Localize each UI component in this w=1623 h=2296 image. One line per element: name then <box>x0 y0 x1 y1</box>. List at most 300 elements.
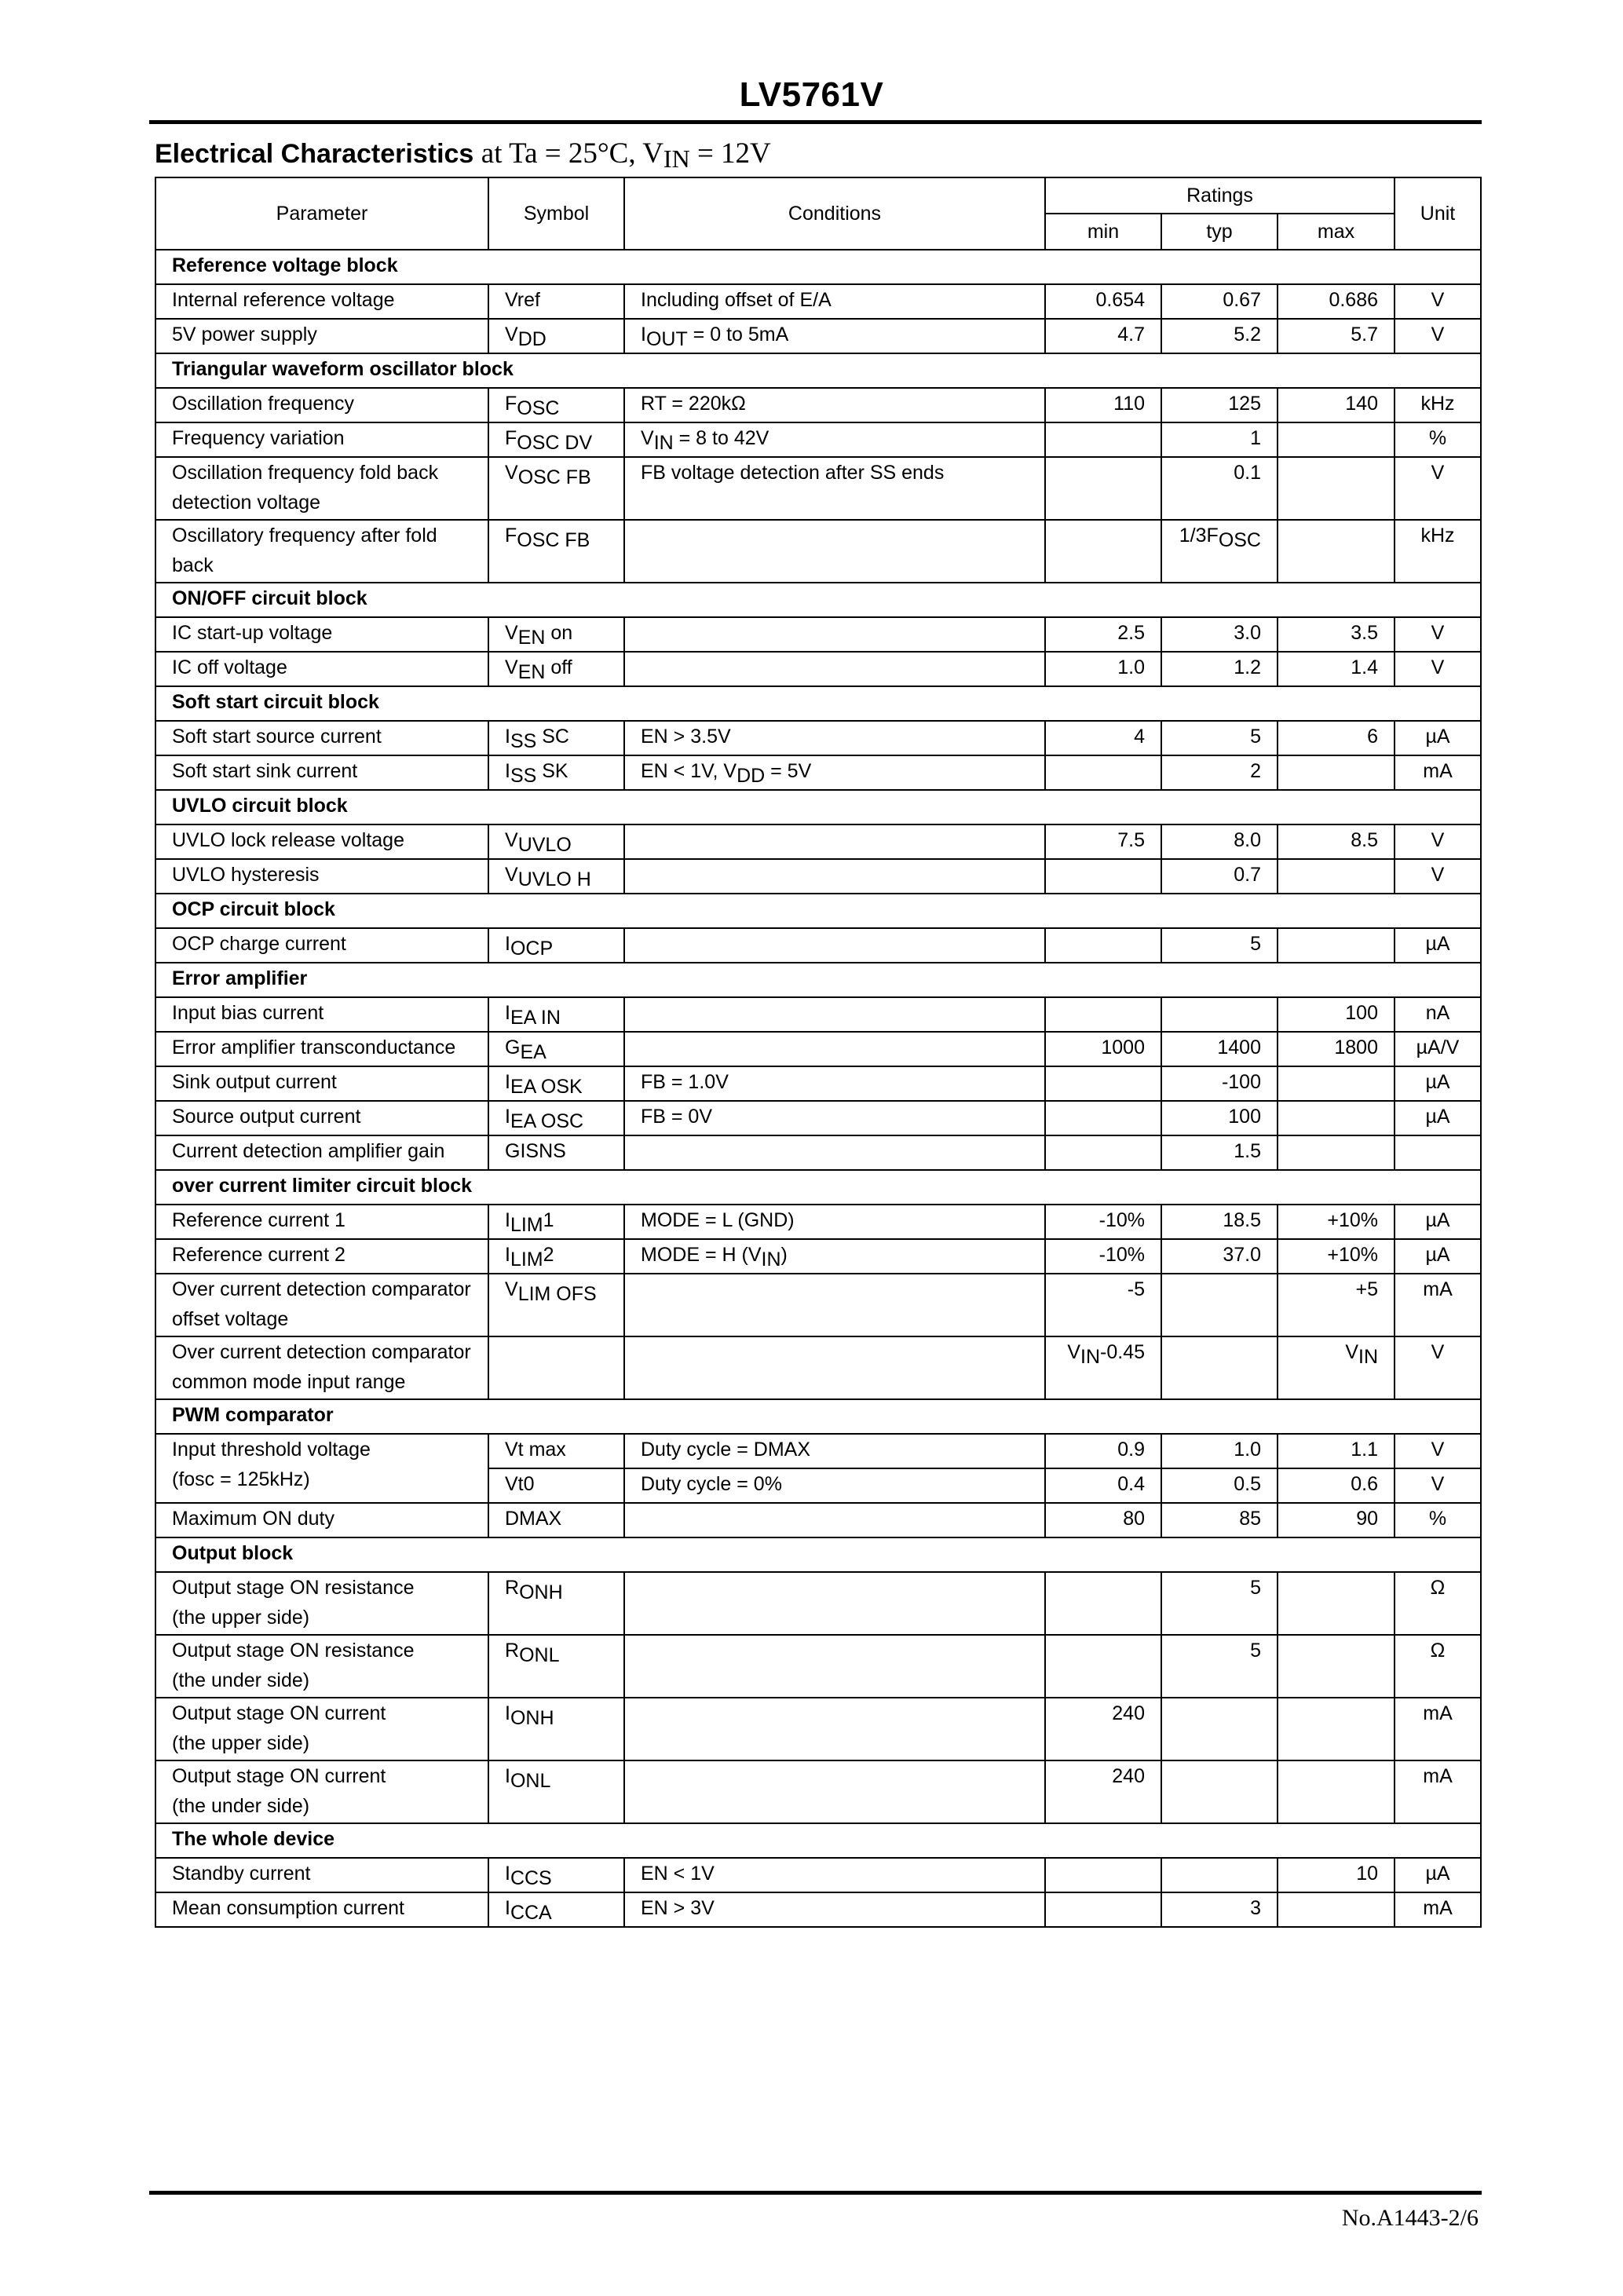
symbol-cell <box>488 1572 624 1635</box>
unit-cell: % <box>1395 1503 1481 1537</box>
symbol-cell <box>488 520 624 583</box>
cond-text: EN > 3.5V <box>641 726 731 748</box>
min-cell <box>1045 1503 1161 1537</box>
typ-cell <box>1161 1274 1278 1336</box>
typ-value: 1 <box>1250 427 1261 449</box>
max-value: +5 <box>1355 1278 1378 1300</box>
block-title: Triangular waveform oscillator block <box>155 353 1481 388</box>
symbol-main: I <box>505 1106 510 1128</box>
unit-cell: mA <box>1395 1274 1481 1336</box>
max-cell <box>1278 652 1395 686</box>
typ-cell <box>1161 1858 1278 1892</box>
unit-cell: µA <box>1395 721 1481 755</box>
min-value: -10% <box>1098 1209 1145 1231</box>
block-title: Soft start circuit block <box>155 686 1481 721</box>
conditions-cell <box>624 457 1045 520</box>
symbol-sub: LIM <box>510 1214 543 1236</box>
param-cell <box>155 1336 488 1399</box>
symbol-cell <box>488 1101 624 1135</box>
conditions-cell <box>624 1434 1045 1468</box>
max-value: 10 <box>1356 1863 1378 1885</box>
typ-cell <box>1161 520 1278 583</box>
symbol-cell <box>488 1635 624 1698</box>
param-line: OCP charge current <box>172 933 346 955</box>
max-cell <box>1278 457 1395 520</box>
typ-cell <box>1161 1239 1278 1274</box>
conditions-cell <box>624 1101 1045 1135</box>
max-value: V <box>1345 1341 1358 1363</box>
cond-text: = 0 to 5mA <box>687 324 789 345</box>
cond-text: I <box>641 324 646 345</box>
symbol-cell <box>488 1135 624 1170</box>
typ-value: 0.1 <box>1234 462 1261 484</box>
symbol-cell <box>488 1503 624 1537</box>
table-row <box>155 997 1481 1032</box>
min-cell <box>1045 1892 1161 1927</box>
symbol-sub: EN <box>517 627 546 649</box>
symbol-sub: CCA <box>510 1902 552 1924</box>
cond-text: = 5V <box>765 760 812 782</box>
param-cell <box>155 1760 488 1823</box>
param-line: (the under side) <box>172 1795 310 1817</box>
conditions-cell <box>624 1032 1045 1066</box>
max-value: 8.5 <box>1351 829 1378 851</box>
block-row <box>155 353 1481 388</box>
param-cell <box>155 1274 488 1336</box>
cond-text: = 8 to 42V <box>673 427 769 449</box>
param-cell <box>155 755 488 790</box>
max-cell <box>1278 422 1395 457</box>
typ-value: 5 <box>1250 1577 1261 1599</box>
typ-cell <box>1161 284 1278 319</box>
symbol-sub: OSC <box>517 397 560 419</box>
symbol-cell <box>488 1205 624 1239</box>
typ-cell <box>1161 721 1278 755</box>
symbol-main: I <box>505 1702 510 1724</box>
min-value: 4.7 <box>1117 324 1145 345</box>
conditions-cell <box>624 859 1045 894</box>
conditions-cell <box>624 1698 1045 1760</box>
table-row <box>155 1572 1481 1635</box>
symbol-main: I <box>505 1209 510 1231</box>
conditions-cell <box>624 721 1045 755</box>
unit-cell: µA <box>1395 1858 1481 1892</box>
conditions-cell <box>624 422 1045 457</box>
symbol-sub: OSC FB <box>517 529 590 551</box>
min-cell <box>1045 1032 1161 1066</box>
min-cell <box>1045 859 1161 894</box>
symbol-main: I <box>505 1897 510 1919</box>
typ-value: 37.0 <box>1223 1244 1261 1266</box>
max-value: 6 <box>1367 726 1378 748</box>
table-row <box>155 1135 1481 1170</box>
max-value: 0.6 <box>1351 1473 1378 1495</box>
unit-cell: V <box>1395 859 1481 894</box>
param-line: Output stage ON resistance <box>172 1640 415 1662</box>
max-cell <box>1278 520 1395 583</box>
param-cell <box>155 652 488 686</box>
min-value: 110 <box>1113 393 1145 415</box>
typ-cell <box>1161 928 1278 963</box>
param-cell <box>155 1239 488 1274</box>
header-parameter: Parameter <box>155 177 488 250</box>
min-cell <box>1045 388 1161 422</box>
symbol-main: R <box>505 1640 520 1662</box>
param-cell <box>155 1892 488 1927</box>
symbol-main: V <box>505 462 518 484</box>
block-row <box>155 686 1481 721</box>
symbol-main: F <box>505 427 517 449</box>
symbol-sub: ONH <box>510 1707 554 1729</box>
conditions-cell <box>624 928 1045 963</box>
conditions-cell <box>624 1468 1045 1503</box>
symbol-cell <box>488 319 624 353</box>
symbol-cell <box>488 284 624 319</box>
typ-cell <box>1161 1066 1278 1101</box>
symbol-cell <box>488 652 624 686</box>
param-line: (the upper side) <box>172 1732 310 1754</box>
param-line: Output stage ON resistance <box>172 1577 415 1599</box>
max-value: 5.7 <box>1351 324 1378 345</box>
doc-number: No.A1443-2/6 <box>1341 2205 1479 2231</box>
param-cell <box>155 388 488 422</box>
conditions-cell <box>624 824 1045 859</box>
table-row <box>155 824 1481 859</box>
param-cell <box>155 1205 488 1239</box>
typ-cell <box>1161 1434 1278 1468</box>
conditions-cell <box>624 319 1045 353</box>
unit-cell: µA <box>1395 1205 1481 1239</box>
typ-value: -100 <box>1221 1071 1261 1093</box>
block-row <box>155 790 1481 824</box>
param-cell <box>155 457 488 520</box>
typ-value: 3 <box>1250 1897 1261 1919</box>
max-value: 140 <box>1345 393 1378 415</box>
unit-cell: kHz <box>1395 388 1481 422</box>
param-line: Mean consumption current <box>172 1897 404 1919</box>
param-line: offset voltage <box>172 1308 289 1330</box>
header-conditions: Conditions <box>624 177 1045 250</box>
param-line: Soft start sink current <box>172 760 358 782</box>
cond-sub: IN <box>761 1249 781 1270</box>
unit-cell: V <box>1395 617 1481 652</box>
symbol-main: V <box>505 1278 518 1300</box>
min-cell <box>1045 1572 1161 1635</box>
table-row <box>155 1434 1481 1468</box>
header-ratings: Ratings <box>1045 177 1395 214</box>
cond-text: FB voltage detection after SS ends <box>641 462 945 484</box>
param-line: Output stage ON current <box>172 1702 386 1724</box>
unit-cell: V <box>1395 284 1481 319</box>
header-max: max <box>1278 214 1395 250</box>
param-line: Over current detection comparator <box>172 1341 471 1363</box>
typ-value: 1.5 <box>1234 1140 1261 1162</box>
param-cell <box>155 721 488 755</box>
min-cell <box>1045 1101 1161 1135</box>
symbol-post: 2 <box>543 1244 554 1266</box>
conditions-cell <box>624 1858 1045 1892</box>
typ-cell <box>1161 388 1278 422</box>
max-cell <box>1278 1032 1395 1066</box>
conditions-cell <box>624 1336 1045 1399</box>
param-cell <box>155 1434 488 1503</box>
typ-cell <box>1161 1503 1278 1537</box>
symbol-cell <box>488 928 624 963</box>
symbol-main: V <box>505 622 518 644</box>
section-title <box>155 137 771 173</box>
section-title-bold: Electrical Characteristics <box>155 139 474 169</box>
max-cell <box>1278 617 1395 652</box>
symbol-main: I <box>505 760 510 782</box>
min-cell <box>1045 1205 1161 1239</box>
typ-cell <box>1161 1760 1278 1823</box>
symbol-post: SK <box>536 760 568 782</box>
param-line: IC start-up voltage <box>172 622 333 644</box>
param-line: Output stage ON current <box>172 1765 386 1787</box>
block-title: Output block <box>155 1537 1481 1572</box>
symbol-sub: EA IN <box>510 1007 561 1029</box>
max-cell <box>1278 1572 1395 1635</box>
block-title: PWM comparator <box>155 1399 1481 1434</box>
table-row <box>155 1858 1481 1892</box>
table-row <box>155 1635 1481 1698</box>
typ-cell <box>1161 457 1278 520</box>
max-cell <box>1278 1239 1395 1274</box>
table-row <box>155 721 1481 755</box>
cond-text: Duty cycle = DMAX <box>641 1439 811 1461</box>
param-cell <box>155 284 488 319</box>
min-cell <box>1045 1698 1161 1760</box>
table-row <box>155 859 1481 894</box>
table-row <box>155 319 1481 353</box>
min-value: -10% <box>1098 1244 1145 1266</box>
typ-value: 0.7 <box>1234 864 1261 886</box>
param-line: Reference current 2 <box>172 1244 345 1266</box>
unit-cell: mA <box>1395 1698 1481 1760</box>
conditions-cell <box>624 1635 1045 1698</box>
min-cell <box>1045 617 1161 652</box>
min-cell <box>1045 1066 1161 1101</box>
symbol-sub: LIM OFS <box>517 1283 597 1305</box>
param-line: (fosc = 125kHz) <box>172 1468 310 1490</box>
unit-cell: mA <box>1395 1760 1481 1823</box>
unit-cell: V <box>1395 1468 1481 1503</box>
block-title: OCP circuit block <box>155 894 1481 928</box>
min-value: 2.5 <box>1117 622 1145 644</box>
symbol-post: SC <box>536 726 569 748</box>
cond-text: Including offset of E/A <box>641 289 832 311</box>
typ-value: 1.2 <box>1234 656 1261 678</box>
typ-cell <box>1161 1032 1278 1066</box>
block-title: The whole device <box>155 1823 1481 1858</box>
param-line: Input threshold voltage <box>172 1439 371 1461</box>
param-line: (the upper side) <box>172 1607 310 1629</box>
max-cell <box>1278 1760 1395 1823</box>
header-typ: typ <box>1161 214 1278 250</box>
max-cell <box>1278 1135 1395 1170</box>
symbol-main: I <box>505 726 510 748</box>
min-cell <box>1045 928 1161 963</box>
max-cell <box>1278 928 1395 963</box>
cond-text: Duty cycle = 0% <box>641 1473 782 1495</box>
param-cell <box>155 319 488 353</box>
min-cell <box>1045 1434 1161 1468</box>
symbol-main: I <box>505 1863 510 1885</box>
unit-cell <box>1395 1135 1481 1170</box>
symbol-cell <box>488 1760 624 1823</box>
cond-text: ) <box>780 1244 788 1266</box>
typ-cell <box>1161 422 1278 457</box>
symbol-cell <box>488 997 624 1032</box>
max-cell <box>1278 721 1395 755</box>
symbol-sub: OSC DV <box>517 432 593 454</box>
min-cell <box>1045 1135 1161 1170</box>
cond-text: FB = 1.0V <box>641 1071 729 1093</box>
table-row <box>155 1066 1481 1101</box>
table-row <box>155 388 1481 422</box>
typ-value: 3.0 <box>1234 622 1261 644</box>
table-row <box>155 617 1481 652</box>
conditions-cell <box>624 1760 1045 1823</box>
cond-text: MODE = H (V <box>641 1244 762 1266</box>
table-row <box>155 1503 1481 1537</box>
conditions-cell <box>624 997 1045 1032</box>
max-cell <box>1278 1274 1395 1336</box>
table-row <box>155 652 1481 686</box>
min-value: 1.0 <box>1117 656 1145 678</box>
max-cell <box>1278 1336 1395 1399</box>
min-cell <box>1045 422 1161 457</box>
param-line: Maximum ON duty <box>172 1508 334 1530</box>
conditions-cell <box>624 284 1045 319</box>
cond-text: MODE = L (GND) <box>641 1209 795 1231</box>
block-title: over current limiter circuit block <box>155 1170 1481 1205</box>
typ-cell <box>1161 1635 1278 1698</box>
param-cell <box>155 1698 488 1760</box>
unit-cell: µA <box>1395 1066 1481 1101</box>
header-symbol: Symbol <box>488 177 624 250</box>
min-cell <box>1045 520 1161 583</box>
min-cell <box>1045 652 1161 686</box>
symbol-sub: DD <box>517 328 546 350</box>
table-row <box>155 422 1481 457</box>
symbol-main: F <box>505 393 517 415</box>
table-row <box>155 1336 1481 1399</box>
table-row <box>155 755 1481 790</box>
block-row <box>155 963 1481 997</box>
max-cell <box>1278 1434 1395 1468</box>
typ-cell <box>1161 859 1278 894</box>
max-value: 1.4 <box>1351 656 1378 678</box>
param-line: detection voltage <box>172 492 321 514</box>
symbol-sub: ONL <box>510 1770 551 1792</box>
symbol-main: V <box>505 864 518 886</box>
symbol-sub: ONH <box>519 1581 563 1603</box>
cond-text: V <box>641 427 654 449</box>
typ-cell <box>1161 1135 1278 1170</box>
typ-cell <box>1161 997 1278 1032</box>
symbol-cell <box>488 1434 624 1468</box>
typ-cell <box>1161 1101 1278 1135</box>
symbol-post: on <box>545 622 573 644</box>
symbol-main: V <box>505 324 518 345</box>
conditions-cell <box>624 1503 1045 1537</box>
min-cell <box>1045 1760 1161 1823</box>
param-line: Oscillation frequency <box>172 393 355 415</box>
min-value: 0.654 <box>1095 289 1145 311</box>
block-row <box>155 1170 1481 1205</box>
block-title: Reference voltage block <box>155 250 1481 284</box>
symbol-cell <box>488 1239 624 1274</box>
min-cell <box>1045 824 1161 859</box>
min-cell <box>1045 284 1161 319</box>
block-title: ON/OFF circuit block <box>155 583 1481 617</box>
symbol-sub: CCS <box>510 1867 552 1889</box>
param-cell <box>155 859 488 894</box>
symbol-main: GISNS <box>505 1140 566 1162</box>
symbol-main: V <box>505 829 518 851</box>
max-value: 1.1 <box>1351 1439 1378 1461</box>
param-line: Current detection amplifier gain <box>172 1140 445 1162</box>
typ-sub: OSC <box>1218 529 1261 551</box>
symbol-main: I <box>505 1765 510 1787</box>
min-cell <box>1045 1635 1161 1698</box>
conditions-cell <box>624 1239 1045 1274</box>
symbol-main: Vt0 <box>505 1473 535 1495</box>
min-cell <box>1045 721 1161 755</box>
min-cell <box>1045 1239 1161 1274</box>
table-row <box>155 1274 1481 1336</box>
part-number-header: LV5761V <box>739 75 884 114</box>
footer-rule <box>149 2191 1482 2195</box>
electrical-characteristics-table <box>155 177 1482 1928</box>
max-cell <box>1278 859 1395 894</box>
param-cell <box>155 1066 488 1101</box>
max-value: 1800 <box>1334 1036 1378 1058</box>
max-cell <box>1278 284 1395 319</box>
symbol-cell <box>488 1032 624 1066</box>
max-cell <box>1278 1858 1395 1892</box>
param-cell <box>155 1101 488 1135</box>
param-cell <box>155 1572 488 1635</box>
symbol-cell <box>488 1698 624 1760</box>
min-value: 7.5 <box>1117 829 1145 851</box>
typ-value: 5 <box>1250 1640 1261 1662</box>
symbol-main: R <box>505 1577 520 1599</box>
min-cell <box>1045 457 1161 520</box>
typ-cell <box>1161 652 1278 686</box>
table-row <box>155 1205 1481 1239</box>
symbol-sub: EA <box>520 1041 546 1063</box>
param-line: (the under side) <box>172 1669 310 1691</box>
symbol-cell <box>488 859 624 894</box>
typ-cell <box>1161 824 1278 859</box>
min-value: 240 <box>1112 1765 1145 1787</box>
typ-cell <box>1161 755 1278 790</box>
symbol-main: Vt max <box>505 1439 566 1461</box>
typ-cell <box>1161 1572 1278 1635</box>
symbol-main: F <box>505 525 517 547</box>
block-row <box>155 1399 1481 1434</box>
table-body <box>155 250 1481 1927</box>
typ-value: 125 <box>1228 393 1261 415</box>
conditions-cell <box>624 1205 1045 1239</box>
symbol-cell <box>488 617 624 652</box>
block-title: UVLO circuit block <box>155 790 1481 824</box>
conditions-cell <box>624 652 1045 686</box>
symbol-post: off <box>545 656 572 678</box>
table-row <box>155 520 1481 583</box>
